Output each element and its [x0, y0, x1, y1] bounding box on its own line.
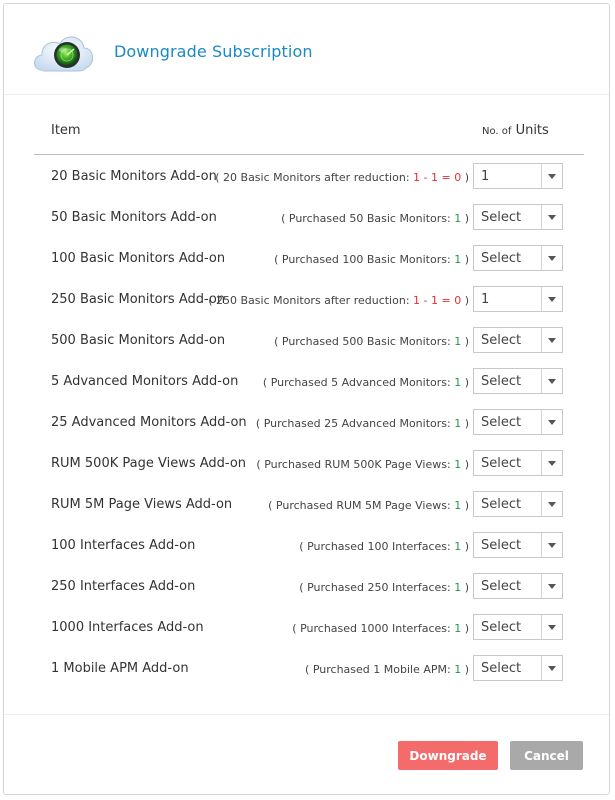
- units-select[interactable]: [473, 409, 563, 435]
- units-select-value: Select: [481, 661, 522, 676]
- units-select[interactable]: [473, 245, 563, 271]
- units-select[interactable]: [473, 655, 563, 681]
- addon-note-prefix: ( 250 Basic Monitors after reduction:: [208, 294, 410, 307]
- addon-note-value: 1: [454, 540, 462, 553]
- addon-note-value: 1: [454, 376, 462, 389]
- addon-name: 5 Advanced Monitors Add-on: [51, 374, 239, 389]
- addon-note-prefix: ( Purchased RUM 500K Page Views:: [256, 458, 451, 471]
- addon-note: [256, 458, 469, 471]
- chevron-down-icon: [548, 584, 556, 589]
- addon-note-value: 1: [454, 417, 462, 430]
- units-select-value: Select: [481, 456, 522, 471]
- units-select-divider: [541, 164, 542, 188]
- addon-note: [305, 663, 469, 676]
- units-select-value: Select: [481, 538, 522, 553]
- addon-note-value: 1: [454, 499, 462, 512]
- units-select-divider: [541, 533, 542, 557]
- addon-note-suffix: ): [464, 212, 469, 225]
- table-row: [4, 368, 609, 398]
- addon-note: [274, 335, 469, 348]
- addon-note-prefix: ( Purchased 250 Interfaces:: [299, 581, 451, 594]
- units-select-divider: [541, 574, 542, 598]
- units-select-value: Select: [481, 415, 522, 430]
- addon-name: 250 Basic Monitors Add-on: [51, 292, 226, 307]
- addon-note-value: 1: [454, 458, 462, 471]
- table-row: [4, 655, 609, 685]
- chevron-down-icon: [548, 256, 556, 261]
- downgrade-dialog: [3, 3, 610, 795]
- addon-note-value: 1: [454, 581, 462, 594]
- units-select-value: Select: [481, 620, 522, 635]
- addon-name: 100 Interfaces Add-on: [51, 538, 196, 553]
- units-select-divider: [541, 410, 542, 434]
- units-select[interactable]: [473, 491, 563, 517]
- column-header-units-prefix: No. of: [482, 126, 512, 137]
- units-select-value: 1: [481, 169, 490, 184]
- addon-note-suffix: ): [464, 417, 469, 430]
- downgrade-button[interactable]: Downgrade: [398, 741, 498, 770]
- addon-name: 50 Basic Monitors Add-on: [51, 210, 217, 225]
- addon-name: 100 Basic Monitors Add-on: [51, 251, 226, 266]
- addon-note: [281, 212, 469, 225]
- table-row: [4, 450, 609, 480]
- units-select-value: Select: [481, 374, 522, 389]
- dialog-header: [4, 4, 609, 95]
- addon-note-prefix: ( Purchased 500 Basic Monitors:: [274, 335, 451, 348]
- chevron-down-icon: [548, 338, 556, 343]
- addon-note-suffix: ): [464, 663, 469, 676]
- units-select[interactable]: [473, 163, 563, 189]
- addon-name: 250 Interfaces Add-on: [51, 579, 196, 594]
- table-row: [4, 204, 609, 234]
- footer-divider: [4, 714, 609, 715]
- units-select-divider: [541, 451, 542, 475]
- addon-note-prefix: ( Purchased 1 Mobile APM:: [305, 663, 451, 676]
- addon-note-prefix: ( Purchased 50 Basic Monitors:: [281, 212, 451, 225]
- addon-note-suffix: ): [464, 499, 469, 512]
- addon-note: [263, 376, 469, 389]
- chevron-down-icon: [548, 420, 556, 425]
- addon-note: [256, 417, 469, 430]
- cloud-radar-icon: [30, 24, 96, 80]
- addon-note-suffix: ): [464, 540, 469, 553]
- addon-note-value: 1: [454, 253, 462, 266]
- chevron-down-icon: [548, 461, 556, 466]
- addon-name: RUM 5M Page Views Add-on: [51, 497, 233, 512]
- table-row: [4, 532, 609, 562]
- units-select-divider: [541, 287, 542, 311]
- table-row: [4, 163, 609, 193]
- chevron-down-icon: [548, 666, 556, 671]
- header-divider: [34, 154, 584, 155]
- addon-note-suffix: ): [464, 376, 469, 389]
- chevron-down-icon: [548, 543, 556, 548]
- addon-note: [299, 540, 469, 553]
- units-select-divider: [541, 246, 542, 270]
- addon-note-suffix: ): [464, 171, 469, 184]
- chevron-down-icon: [548, 625, 556, 630]
- chevron-down-icon: [548, 174, 556, 179]
- units-select-divider: [541, 615, 542, 639]
- dialog-title: Downgrade Subscription: [114, 42, 313, 61]
- addon-name: 25 Advanced Monitors Add-on: [51, 415, 247, 430]
- addon-name: RUM 500K Page Views Add-on: [51, 456, 247, 471]
- units-select-divider: [541, 656, 542, 680]
- units-select-divider: [541, 328, 542, 352]
- table-row: [4, 614, 609, 644]
- addon-note-suffix: ): [464, 622, 469, 635]
- addon-note-value: 1: [454, 663, 462, 676]
- addon-name: 1 Mobile APM Add-on: [51, 661, 189, 676]
- units-select[interactable]: [473, 327, 563, 353]
- chevron-down-icon: [548, 379, 556, 384]
- addon-name: 20 Basic Monitors Add-on: [51, 169, 217, 184]
- units-select-divider: [541, 369, 542, 393]
- addon-note-suffix: ): [464, 294, 469, 307]
- units-select-value: Select: [481, 333, 522, 348]
- table-row: [4, 245, 609, 275]
- units-select[interactable]: [473, 573, 563, 599]
- table-row: [4, 327, 609, 357]
- addon-note-prefix: ( Purchased 1000 Interfaces:: [292, 622, 451, 635]
- addon-note: [274, 253, 469, 266]
- column-header-units: [482, 123, 549, 138]
- table-row: [4, 409, 609, 439]
- addon-name: 1000 Interfaces Add-on: [51, 620, 204, 635]
- units-select-value: Select: [481, 497, 522, 512]
- units-select[interactable]: [473, 450, 563, 476]
- column-header-item: Item: [51, 123, 81, 138]
- addon-note-suffix: ): [464, 581, 469, 594]
- addon-note-value: 1 - 1 = 0: [413, 294, 462, 307]
- addon-note-suffix: ): [464, 458, 469, 471]
- addon-note-prefix: ( Purchased 100 Interfaces:: [299, 540, 451, 553]
- column-header-units-label: Units: [515, 123, 549, 138]
- table-row: [4, 286, 609, 316]
- units-select[interactable]: [473, 532, 563, 558]
- units-select[interactable]: [473, 286, 563, 312]
- table-row: [4, 573, 609, 603]
- units-select-value: Select: [481, 251, 522, 266]
- cancel-button[interactable]: Cancel: [510, 741, 583, 770]
- units-select-value: Select: [481, 210, 522, 225]
- addon-name: 500 Basic Monitors Add-on: [51, 333, 226, 348]
- addon-note-prefix: ( Purchased 5 Advanced Monitors:: [262, 376, 451, 389]
- addon-note-value: 1: [454, 335, 462, 348]
- addon-note-prefix: ( 20 Basic Monitors after reduction:: [215, 171, 410, 184]
- addon-note-prefix: ( Purchased 100 Basic Monitors:: [274, 253, 451, 266]
- addon-note-value: 1: [454, 622, 462, 635]
- addon-note: [268, 499, 469, 512]
- addon-note-prefix: ( Purchased RUM 5M Page Views:: [268, 499, 451, 512]
- units-select-value: Select: [481, 579, 522, 594]
- units-select-value: 1: [481, 292, 490, 307]
- addon-note: [215, 171, 469, 184]
- units-select[interactable]: [473, 368, 563, 394]
- units-select-divider: [541, 205, 542, 229]
- chevron-down-icon: [548, 297, 556, 302]
- addon-note-prefix: ( Purchased 25 Advanced Monitors:: [255, 417, 451, 430]
- table-row: [4, 491, 609, 521]
- addon-note-suffix: ): [464, 253, 469, 266]
- chevron-down-icon: [548, 215, 556, 220]
- addon-note: [299, 581, 469, 594]
- addon-note: [292, 622, 469, 635]
- units-select-divider: [541, 492, 542, 516]
- addon-note-suffix: ): [464, 335, 469, 348]
- addon-note: [208, 294, 469, 307]
- addon-note-value: 1: [454, 212, 462, 225]
- units-select[interactable]: [473, 614, 563, 640]
- chevron-down-icon: [548, 502, 556, 507]
- units-select[interactable]: [473, 204, 563, 230]
- addon-note-value: 1 - 1 = 0: [413, 171, 462, 184]
